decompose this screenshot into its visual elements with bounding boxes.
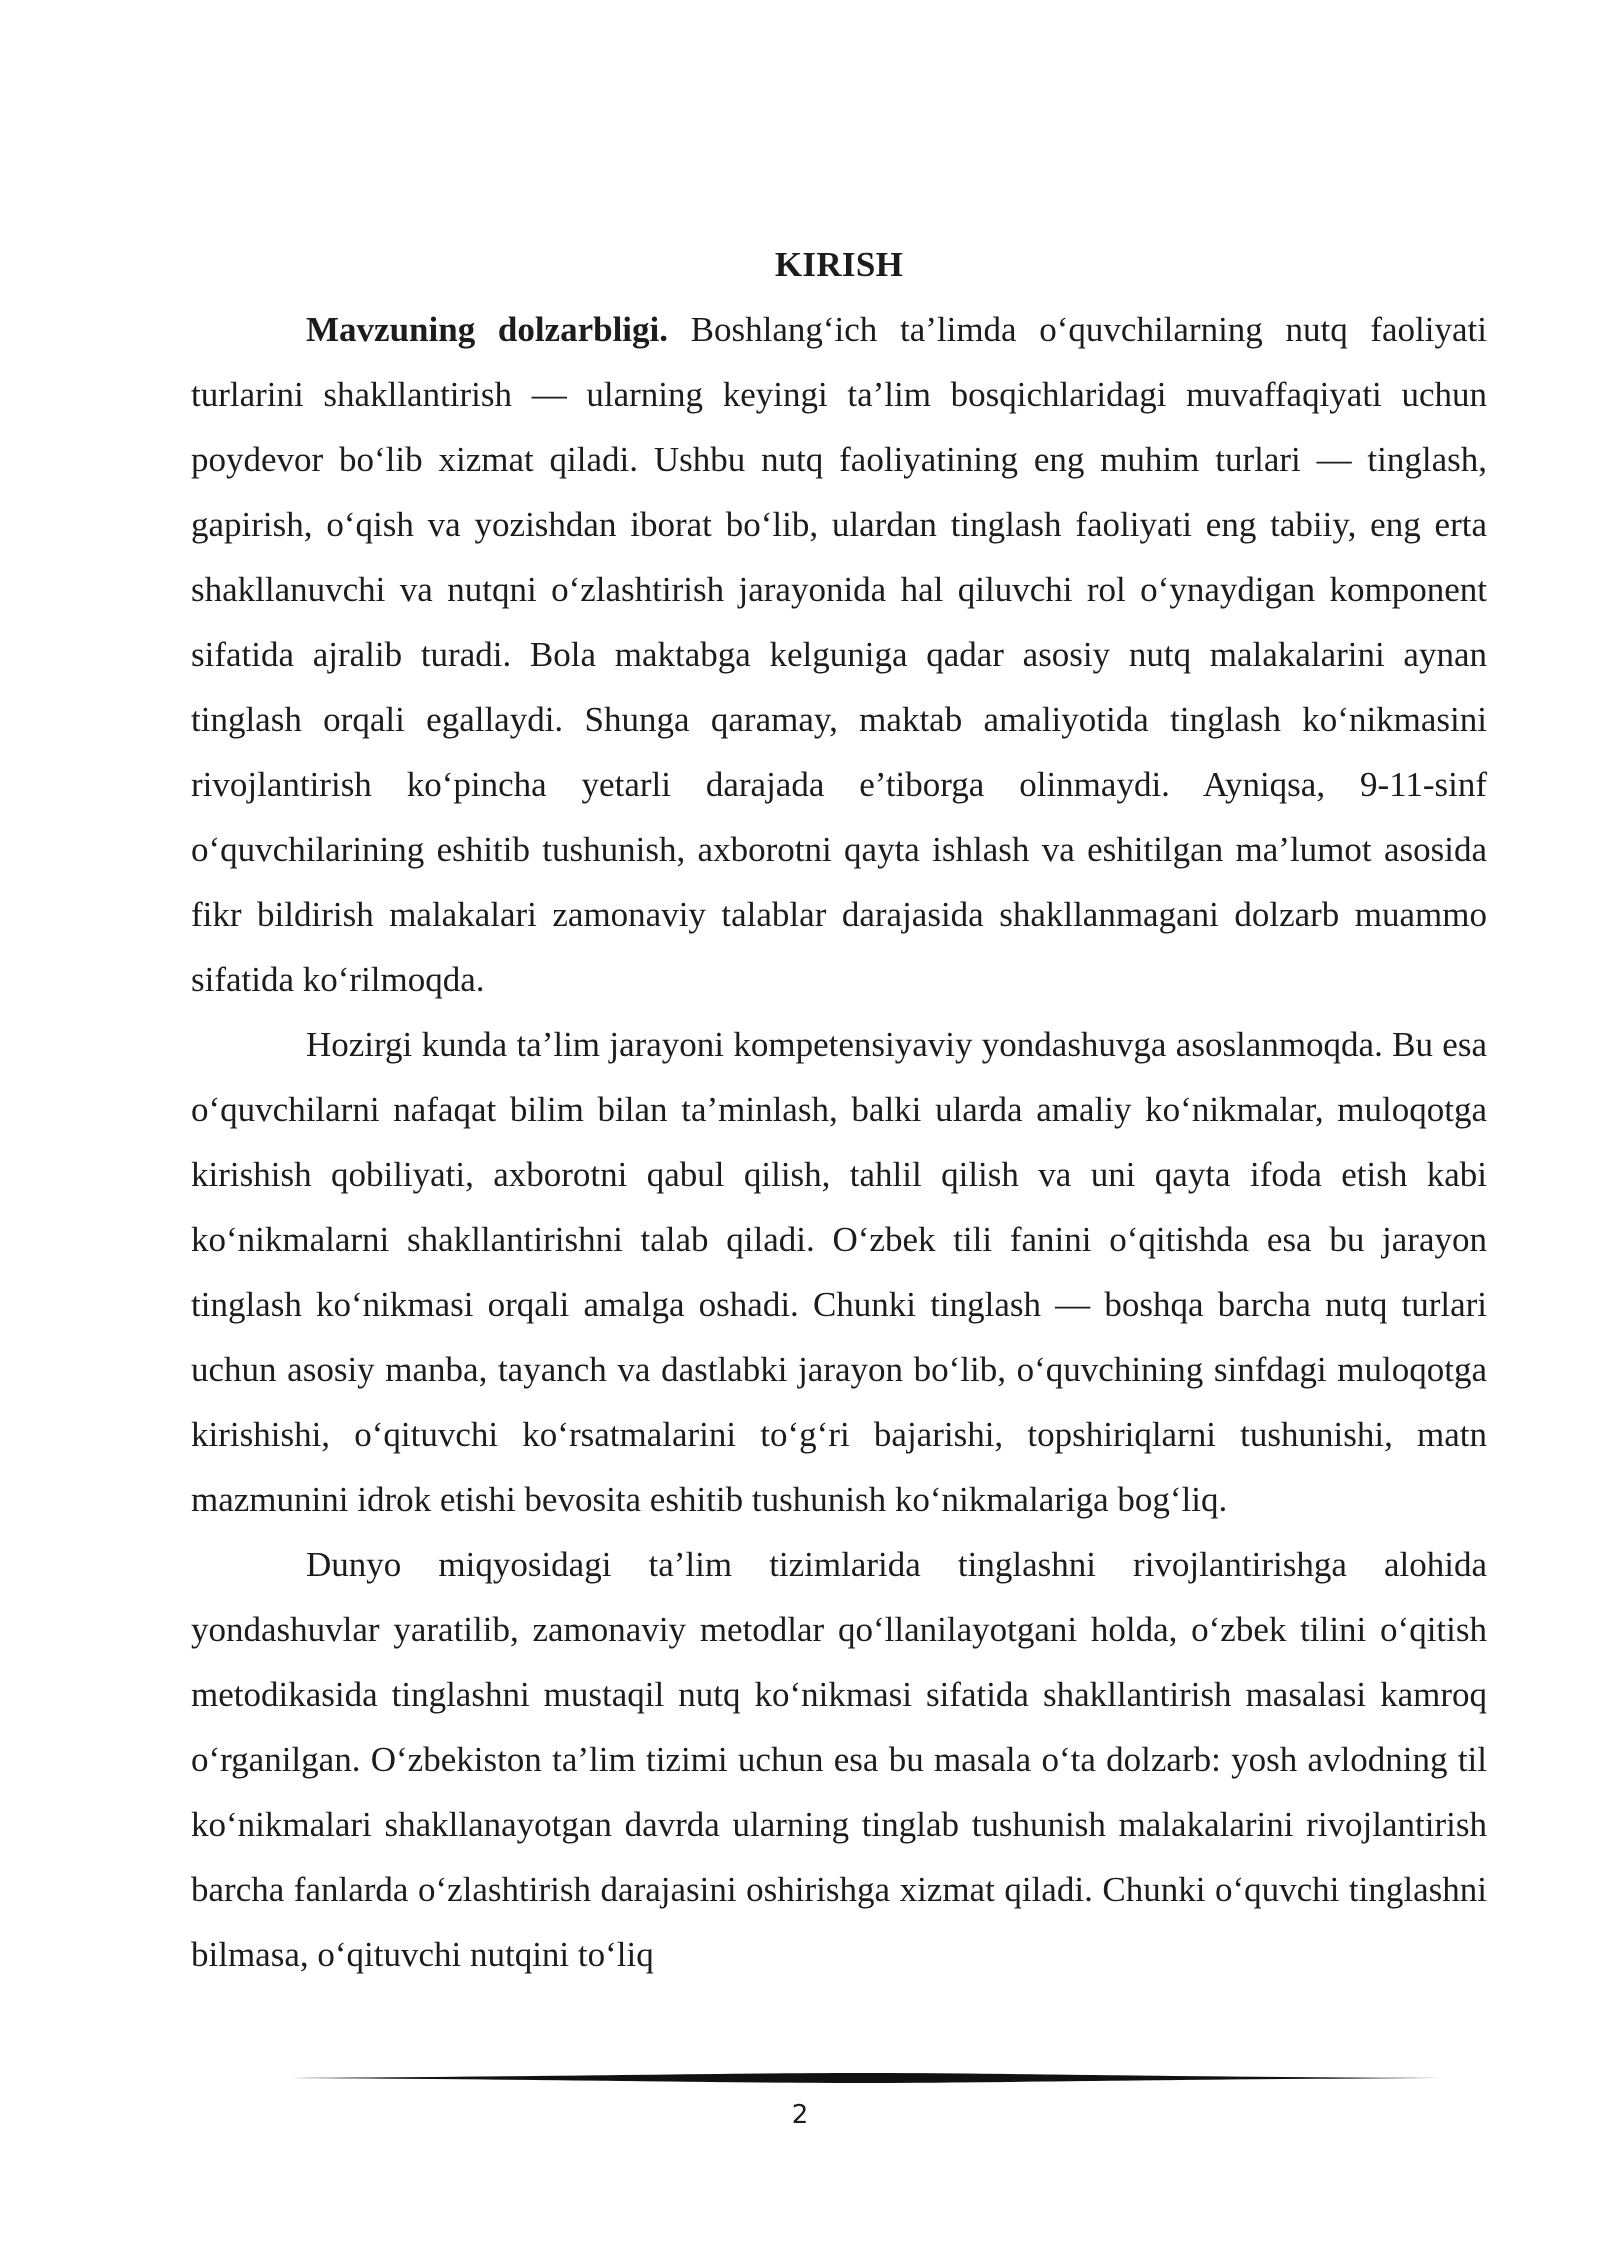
paragraph-lead: Mavzuning dolzarbligi. — [306, 310, 668, 349]
page-content — [191, 232, 1487, 1987]
paragraph-2 — [191, 1012, 1487, 1532]
paragraph-3 — [191, 1532, 1487, 1987]
section-title: KIRISH — [774, 245, 904, 284]
page-number: 2 — [791, 2100, 809, 2130]
paragraph-text: Dunyo miqyosidagi ta’lim tizimlarida tinglashni rivojlantirishga alohida yondashuvlar yaratilib, zamonaviy metodlar qo‘llanilayotgani holda, o‘zbek tilini o‘qitish metodikasida tinglashni mustaqil nutq ko‘nikmasi sifatida shakllantirish masalasi kamroq o‘rganilgan. O‘zbekiston ta’lim tizimi uchun esa bu masala o‘ta dolzarb: yosh avlodning til ko‘nikmalari shakllanayotgan davrda ularning tinglab tushunish malakalarini rivojlantirish barcha fanlarda o‘zlashtirish darajasini oshirishga xizmat qiladi. Chunki o‘quvchi tinglashni bilmasa, o‘qituvchi nutqini to‘liq — [191, 1545, 1487, 1974]
footer-divider — [278, 2070, 1440, 2086]
paragraph-1 — [191, 297, 1487, 1012]
paragraph-text: Hozirgi kunda ta’lim jarayoni kompetensiyaviy yondashuvga asoslanmoqda. Bu esa o‘quvchilarni nafaqat bilim bilan ta’minlash, balki ularda amaliy ko‘nikmalar, muloqotga kirishish qobiliyati, axborotni qabul qilish, tahlil qilish va uni qayta ifoda etish kabi ko‘nikmalarni shakllantirishni talab qiladi. O‘zbek tili fanini o‘qitishda esa bu jarayon tinglash ko‘nikmasi orqali amalga oshadi. Chunki tinglash — boshqa barcha nutq turlari uchun asosiy manba, tayanch va dastlabki jarayon bo‘lib, o‘quvchining sinfdagi muloqotga kirishishi, o‘qituvchi ko‘rsatmalarini to‘g‘ri bajarishi, topshiriqlarni tushunishi, matn mazmunini idrok etishi bevosita eshitib tushunish ko‘nikmalariga bog‘liq. — [191, 1025, 1487, 1519]
paragraph-text: Boshlang‘ich ta’limda o‘quvchilarning nutq faoliyati turlarini shakllantirish — ularning keyingi ta’lim bosqichlaridagi muvaffaqiyati uchun poydevor bo‘lib xizmat qiladi. Ushbu nutq faoliyatining eng muhim turlari — tinglash, gapirish, o‘qish va yozishdan iborat bo‘lib, ulardan tinglash faoliyati eng tabiiy, eng erta shakllanuvchi va nutqni o‘zlashtirish jarayonida hal qiluvchi rol o‘ynaydigan komponent sifatida ajralib turadi. Bola maktabga kelguniga qadar asosiy nutq malakalarini aynan tinglash orqali egallaydi. Shunga qaramay, maktab amaliyotida tinglash ko‘nikmasini rivojlantirish ko‘pincha yetarli darajada e’tiborga olinmaydi. Ayniqsa, 9-11-sinf o‘quvchilarining eshitib tushunish, axborotni qayta ishlash va eshitilgan ma’lumot asosida fikr bildirish malakalari zamonaviy talablar darajasida shakllanmagani dolzarb muammo sifatida ko‘rilmoqda. — [191, 310, 1487, 999]
